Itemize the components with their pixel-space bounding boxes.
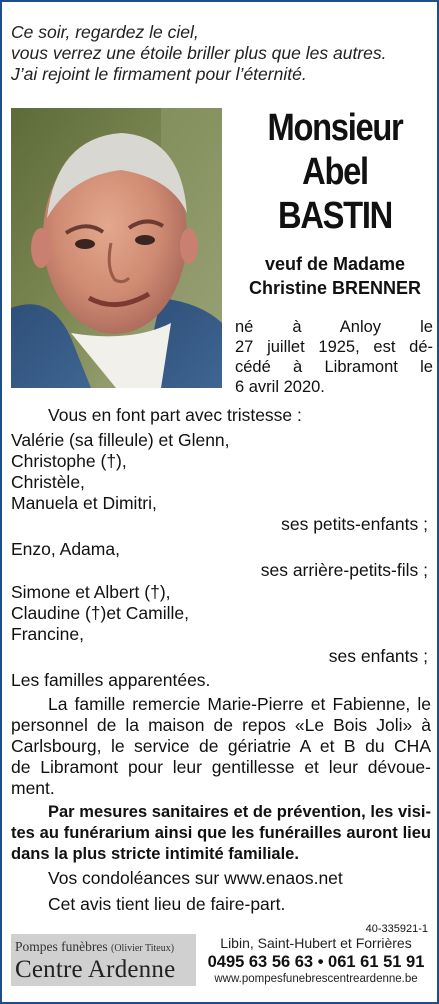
sanitary-notice [11,802,431,865]
spouse-line: Christine BRENNER [248,278,422,298]
funeral-home-type [15,939,174,955]
poem-line: Ce soir, regardez le ciel, [11,22,199,42]
family-member: Claudine (†)et Camille, [11,603,189,623]
website-link[interactable]: www.pompesfunebrescentreardenne.be [214,973,418,985]
name-last: BASTIN [278,195,392,237]
family-member: Valérie (sa filleule) et Glenn, [11,430,230,450]
poem [11,22,431,85]
family-member: Enzo, Adama, [11,539,120,559]
poem-line: vous verrez une étoile briller plus que les autres. [11,43,387,63]
grandchildren-list [11,430,230,514]
funeral-home-contact [201,934,431,987]
phone-numbers: 0495 63 56 63 • 061 61 51 91 [207,953,425,971]
family-member: Simone et Albert (†), [11,582,171,602]
company-name: Centre Ardenne [15,956,176,983]
locations: Libin, Saint-Hubert et Forrières [220,935,412,951]
thanks-line: de Libramont pour leur gentillesse et leur dévoue- [11,757,431,777]
greatgrandchildren-list [11,539,120,560]
greatgrandchildren-label: ses arrière-petits-fils ; [260,560,428,580]
families-text: Les familles apparentées. [11,670,211,690]
family-member: Christophe (†), [11,451,127,471]
family-member: Christèle, [11,472,85,492]
notice-line: tes au funérarium ainsi que les funérailles auront lieu [11,824,431,842]
children-label: ses enfants ; [328,646,428,666]
thanks-line: personnel de la maison de repos «Le Bois Joli» à [11,715,431,735]
thanks-paragraph [11,694,431,799]
funeral-home-footer [11,934,431,992]
birth-line: cédé à Libramont le [235,358,433,376]
poem-line: J’ai rejoint le firmament pour l’éternité. [11,64,307,84]
portrait-photo [11,108,222,388]
name-first: Abel [302,151,368,193]
notice-line: dans la plus stricte intimité familiale. [11,845,299,863]
pompes-label: Pompes funèbres [15,939,108,954]
funeral-home-logo [11,934,196,986]
condolences-text: Vos condoléances sur www.enaos.net [48,868,343,888]
reference-number: 40-335921-1 [365,923,428,935]
spouse-info [238,252,432,300]
deceased-name [252,106,419,238]
family-member: Manuela et Dimitri, [11,493,157,513]
grandchildren-label: ses petits-enfants ; [281,514,428,534]
thanks-line: La famille remercie Marie-Pierre et Fabienne, le [48,694,431,714]
birth-death-info [235,317,433,397]
thanks-line: Carlsbourg, le service de gériatrie A et B du CHA [11,736,431,756]
name-title: Monsieur [267,107,403,149]
intro-text: Vous en font part avec tristesse : [48,405,302,425]
spouse-line: veuf de Madame [264,254,406,274]
birth-line: 6 avril 2020. [235,378,325,396]
birth-line: né à Anloy le [235,318,433,336]
children-list [11,582,189,645]
owner-name: (Olivier Titeux) [110,943,175,954]
birth-line: 27 juillet 1925, est dé- [235,338,433,356]
thanks-line: ment. [11,778,55,798]
family-member: Francine, [11,624,84,644]
faire-part-text: Cet avis tient lieu de faire-part. [48,894,286,914]
notice-line: Par mesures sanitaires et de prévention, les visi- [48,803,431,821]
